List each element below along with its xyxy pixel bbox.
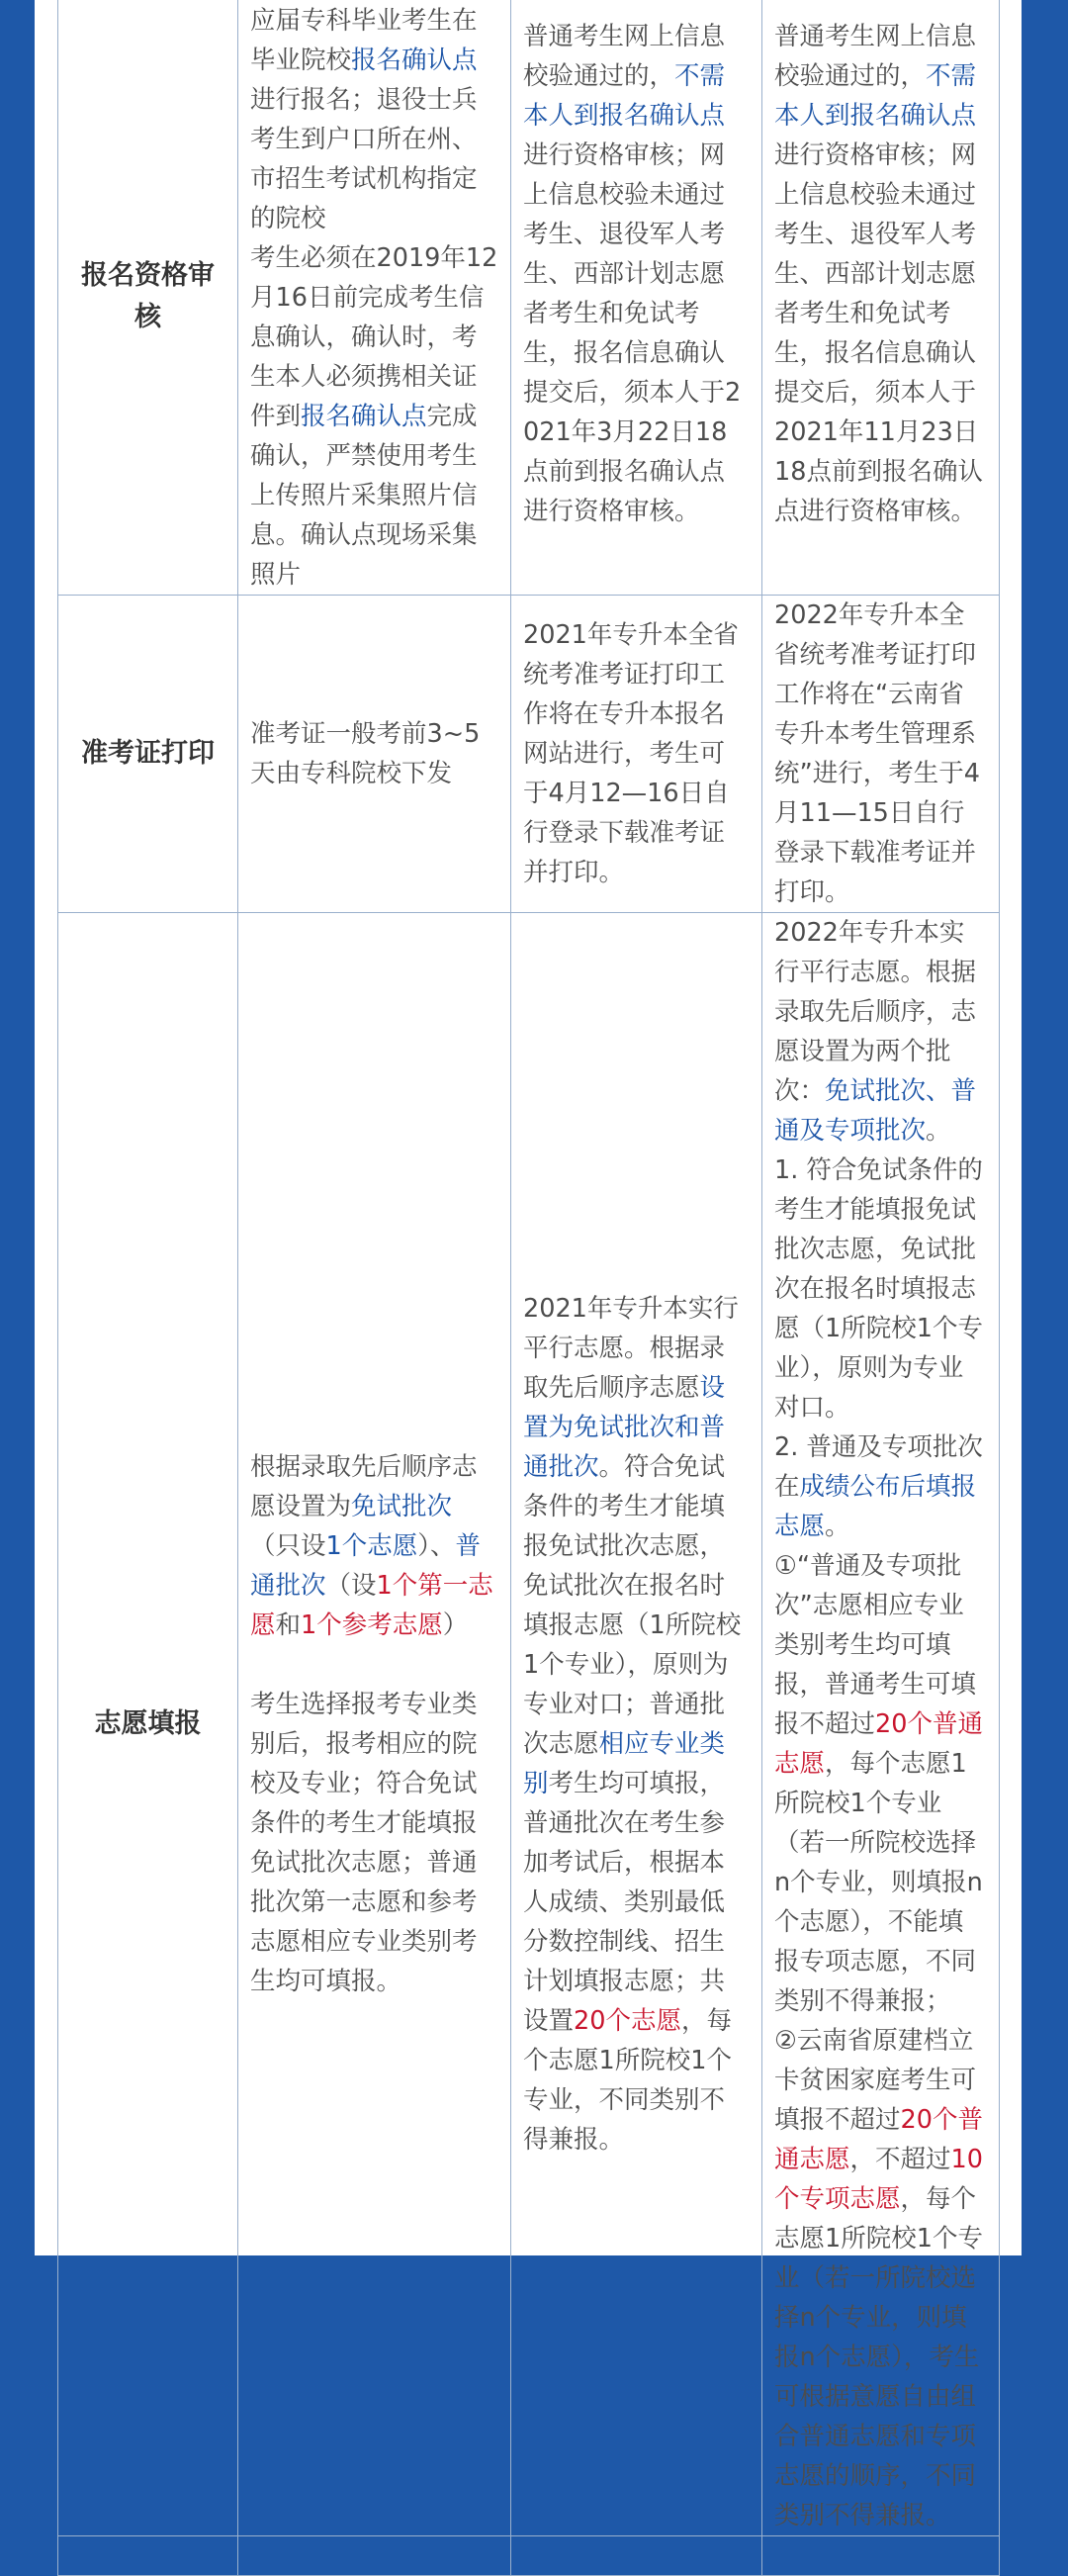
cell-admission-col1: 准考证一般考前3~5天由专科院校下发 (238, 596, 511, 913)
cell-volunteer-col3 (762, 913, 1000, 2536)
text: 考生均可填报，普通批次在考生参加考试后，根据本人成绩、类别最低分数控制线、招生计划填报志愿；共设置 (523, 1769, 726, 2036)
text: ②云南省原建档立卡贫困家庭考生可填报不超过 (774, 2026, 977, 2135)
volunteer-col3-paragraph-2: 1. 符合免试条件的考生才能填报免试批次志愿，免试批次在报名时填报志愿（1所院校1个专业），原则为专业对口。 (774, 1155, 983, 1423)
cell-registration-col3 (762, 0, 1000, 596)
text: （设 (325, 1571, 377, 1601)
empty-cell (238, 2536, 511, 2576)
highlight-text: 设置为免试批次和普通批次 (523, 1373, 726, 1482)
highlight-text: 20个志愿 (574, 2006, 681, 2036)
highlight-text: 普通批次 (250, 1531, 482, 1601)
text: 和 (275, 1610, 302, 1640)
highlight-text: 不需本人到报名确认点 (523, 61, 726, 131)
text: 进行资格审核；网上信息校验未通过考生、退役军人考生、西部计划志愿者考生和免试考生，报名信息确认提交后，须本人于2021年3月22日18点前到报名确认点进行资格审核。 (523, 140, 742, 526)
highlight-text: 不需本人到报名确认点 (774, 61, 977, 131)
row-label-admission-ticket: 准考证打印 (58, 596, 238, 913)
cell-admission-col2: 2021年专升本全省统考准考证打印工作将在专升本报名网站进行，考生可于4月12—16日自行登录下载准考证并打印。 (511, 596, 762, 913)
text: 根据录取先后顺序志愿设置为 (250, 1452, 478, 1521)
text: ，不超过 (849, 2145, 951, 2174)
table-row-volunteer (58, 913, 1000, 2536)
highlight-text: 相应专业类别 (523, 1729, 726, 1798)
empty-cell (511, 2536, 762, 2576)
volunteer-col1-paragraph-2: 考生选择报考专业类别后，报考相应的院校及专业；符合免试条件的考生才能填报免试批次志愿；普通批次第一志愿和参考志愿相应专业类别考生均可填报。 (250, 1690, 478, 1996)
empty-cell (58, 2536, 238, 2576)
text: 。 (825, 1512, 850, 1541)
highlight-text: 报名确认点 (301, 402, 427, 431)
empty-cell (762, 2536, 1000, 2576)
content-panel (35, 0, 1022, 2530)
highlight-text: 1个志愿 (325, 1531, 418, 1561)
table-row-partial (58, 2536, 1000, 2576)
text: ） (442, 1610, 469, 1640)
row-label-registration-review: 报名资格审核 (58, 0, 238, 596)
text: 2. 普通及专项批次在 (774, 1432, 983, 1502)
highlight-text: 免试批次、普通及专项批次 (774, 1076, 977, 1146)
comparison-table (57, 0, 1000, 2576)
text: 。符合免试条件的考生才能填报免试批次志愿，免试批次在报名时填报志愿（1所院校1个专业），原则为专业对口；普通批次志愿 (523, 1452, 742, 1759)
text: ①“普通及专项批次”志愿相应专业类别考生均可填报，普通考生可填报不超过 (774, 1551, 977, 1739)
highlight-text: 免试批次 (351, 1492, 453, 1521)
text: 。 (926, 1116, 951, 1146)
text: ，每个志愿1所院校1个专业（若一所院校选择n个专业，则填报n个志愿），考生可根据意愿自由组合普通志愿和专项志愿的顺序，不同类别不得兼报。 (774, 2184, 983, 2530)
text: 2021年专升本实行平行志愿。根据录取先后顺序志愿 (523, 1294, 739, 1403)
spacer (250, 1645, 498, 1685)
highlight-text: 20个普通志愿 (774, 1709, 983, 1779)
cell-admission-col3: 2022年专升本全省统考准考证打印工作将在“云南省专升本考生管理系统”进行，考生于4月11—15日自行登录下载准考证并打印。 (762, 596, 1000, 913)
cell-registration-col1 (238, 0, 511, 596)
volunteer-col3-paragraph-3 (774, 1427, 987, 1546)
volunteer-col3-paragraph-1 (774, 913, 987, 1150)
text: 考生必须在2019年12月16日前完成考生信息确认，确认时，考生本人必须携相关证件到 (250, 243, 498, 431)
text: ，每个志愿1所院校1个专业，不同类别不得兼报。 (523, 2006, 732, 2155)
text: 2022年专升本实行平行志愿。根据录取先后顺序，志愿设置为两个批次： (774, 918, 977, 1106)
table-row-admission-ticket (58, 596, 1000, 913)
text: ，每个志愿1所院校1个专业（若一所院校选择n个专业，则填报n个志愿），不能填报专项志愿，不同类别不得兼报； (774, 1749, 983, 2016)
highlight-text: 10个专项志愿 (774, 2145, 983, 2214)
volunteer-col3-paragraph-5 (774, 2021, 987, 2535)
text: 普通考生网上信息校验通过的， (523, 22, 726, 91)
text: 进行资格审核；网上信息校验未通过考生、退役军人考生、西部计划志愿者考生和免试考生，报名信息确认提交后，须本人于2021年11月23日18点前到报名确认点进行资格审核。 (774, 140, 983, 526)
text: 普通考生网上信息校验通过的， (774, 22, 977, 91)
volunteer-col1-paragraph-1 (250, 1447, 498, 1645)
cell-registration-col2 (511, 0, 762, 596)
table-row-registration-review (58, 0, 1000, 596)
highlight-text: 成绩公布后填报志愿 (774, 1472, 977, 1541)
text: 应届专科毕业考生在毕业院校 (250, 6, 478, 75)
text: 完成确认，严禁使用考生上传照片采集照片信息。确认点现场采集照片 (250, 402, 478, 590)
cell-volunteer-col1 (238, 913, 511, 2536)
volunteer-col3-paragraph-4 (774, 1546, 987, 2021)
highlight-text: 20个普通志愿 (774, 2105, 983, 2174)
highlight-text: 1个参考志愿 (301, 1610, 443, 1640)
text: 进行报名；退役士兵考生到户口所在州、市招生考试机构指定的院校 (250, 85, 478, 233)
text: （只设 (250, 1531, 326, 1561)
highlight-text: 1个第一志愿 (250, 1571, 493, 1640)
text: ）、 (417, 1531, 456, 1561)
cell-volunteer-col2 (511, 913, 762, 2536)
highlight-text: 报名确认点 (351, 46, 478, 75)
row-label-volunteer: 志愿填报 (58, 913, 238, 2536)
